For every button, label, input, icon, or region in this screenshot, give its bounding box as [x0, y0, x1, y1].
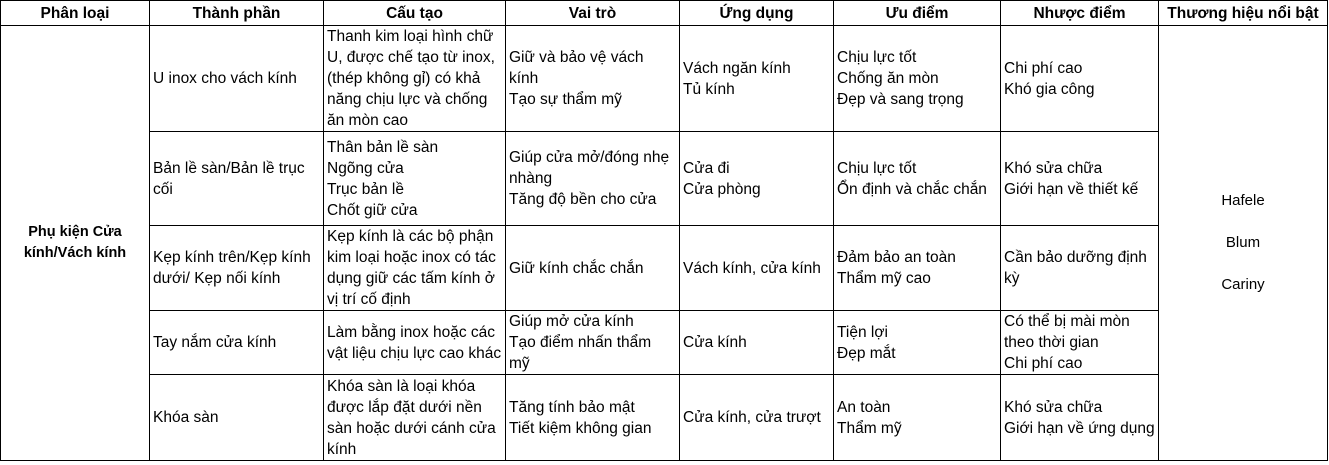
header-role: Vai trò [506, 1, 680, 26]
structure-cell: Thanh kim loại hình chữ U, được chế tạo từ inox, (thép không gỉ) có khả năng chịu lực và chống ăn mòn cao [324, 26, 506, 132]
component-cell: Tay nắm cửa kính [150, 311, 324, 375]
application-cell: Cửa kính [680, 311, 834, 375]
brand-item: Hafele [1221, 192, 1265, 209]
cons-cell: Có thể bị mài mòn theo thời gian Chi phí cao [1001, 311, 1159, 375]
table-row [1, 132, 1328, 226]
structure-cell: Khóa sàn là loại khóa được lắp đặt dưới nền sàn hoặc dưới cánh cửa kính [324, 375, 506, 461]
component-cell: Kẹp kính trên/Kẹp kính dưới/ Kẹp nối kính [150, 226, 324, 311]
table-row [1, 226, 1328, 311]
brand-item: Cariny [1221, 276, 1265, 293]
application-cell: Vách kính, cửa kính [680, 226, 834, 311]
cons-cell: Khó sửa chữa Giới hạn về thiết kế [1001, 132, 1159, 226]
header-category: Phân loại [1, 1, 150, 26]
table-row [1, 375, 1328, 461]
cons-cell: Cần bảo dưỡng định kỳ [1001, 226, 1159, 311]
header-application: Ứng dụng [680, 1, 834, 26]
structure-cell: Thân bản lề sàn Ngõng cửa Trục bản lề Chốt giữ cửa [324, 132, 506, 226]
structure-cell: Kẹp kính là các bộ phận kim loại hoặc inox có tác dụng giữ các tấm kính ở vị trí cố định [324, 226, 506, 311]
component-cell: U inox cho vách kính [150, 26, 324, 132]
cons-cell: Chi phí cao Khó gia công [1001, 26, 1159, 132]
pros-cell: Tiện lợi Đẹp mắt [834, 311, 1001, 375]
application-cell: Vách ngăn kính Tủ kính [680, 26, 834, 132]
table-row [1, 26, 1328, 132]
pros-cell: Đảm bảo an toàn Thẩm mỹ cao [834, 226, 1001, 311]
role-cell: Giúp mở cửa kính Tạo điểm nhấn thẩm mỹ [506, 311, 680, 375]
header-row [1, 1, 1328, 26]
table-row [1, 311, 1328, 375]
pros-cell: Chịu lực tốt Ổn định và chắc chắn [834, 132, 1001, 226]
header-pros: Ưu điểm [834, 1, 1001, 26]
cons-cell: Khó sửa chữa Giới hạn về ứng dụng [1001, 375, 1159, 461]
role-cell: Tăng tính bảo mật Tiết kiệm không gian [506, 375, 680, 461]
role-cell: Giúp cửa mở/đóng nhẹ nhàng Tăng độ bền cho cửa [506, 132, 680, 226]
pros-cell: Chịu lực tốt Chống ăn mòn Đẹp và sang trọng [834, 26, 1001, 132]
component-cell: Bản lề sàn/Bản lề trục cối [150, 132, 324, 226]
role-cell: Giữ kính chắc chắn [506, 226, 680, 311]
header-structure: Cấu tạo [324, 1, 506, 26]
header-component: Thành phần [150, 1, 324, 26]
header-brands: Thương hiệu nổi bật [1159, 1, 1328, 26]
brand-item: Blum [1225, 234, 1261, 251]
header-cons: Nhược điểm [1001, 1, 1159, 26]
application-cell: Cửa kính, cửa trượt [680, 375, 834, 461]
brands-cell [1159, 26, 1328, 461]
category-cell: Phụ kiện Cửa kính/Vách kính [1, 26, 150, 461]
application-cell: Cửa đi Cửa phòng [680, 132, 834, 226]
role-cell: Giữ và bảo vệ vách kính Tạo sự thẩm mỹ [506, 26, 680, 132]
component-cell: Khóa sàn [150, 375, 324, 461]
pros-cell: An toàn Thẩm mỹ [834, 375, 1001, 461]
structure-cell: Làm bằng inox hoặc các vật liệu chịu lực cao khác [324, 311, 506, 375]
